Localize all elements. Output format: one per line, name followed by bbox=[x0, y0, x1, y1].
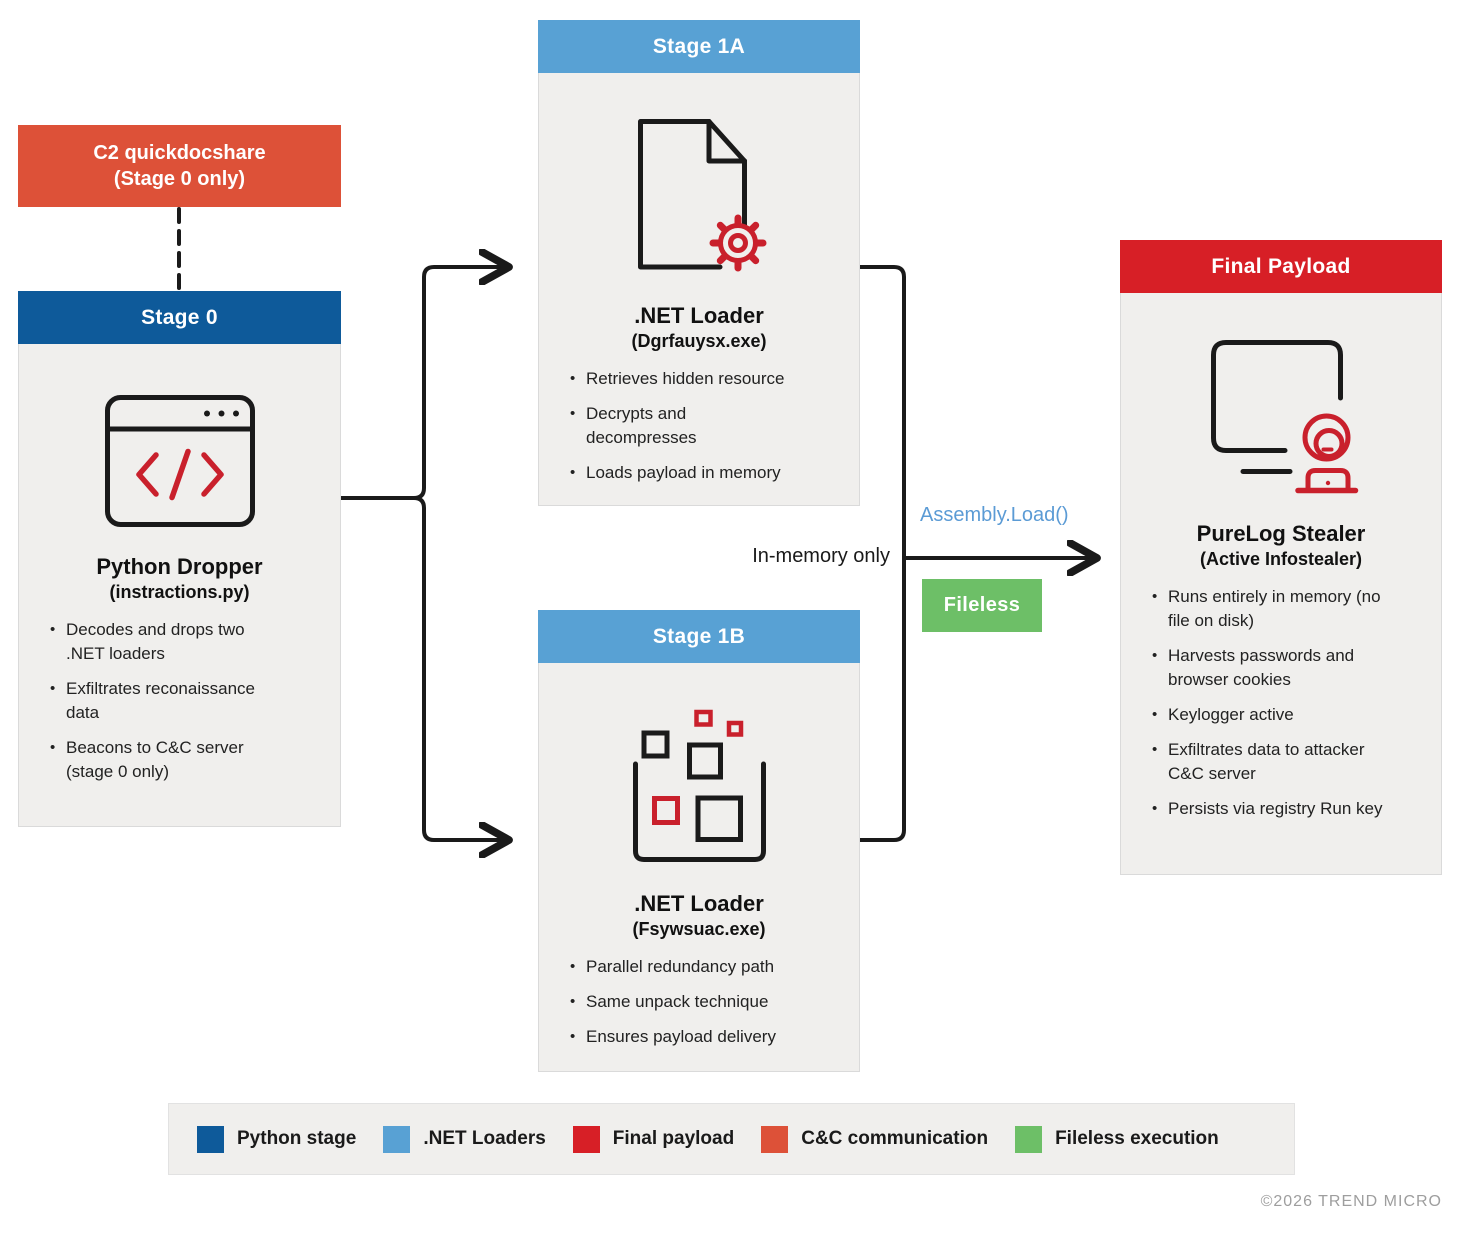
final-payload-card bbox=[1120, 240, 1442, 875]
stage0-card bbox=[18, 291, 341, 827]
bullet-item: • Same unpack technique bbox=[569, 990, 797, 1014]
final-payload-title: PureLog Stealer bbox=[1196, 521, 1366, 546]
stage1a-header: Stage 1A bbox=[538, 20, 860, 73]
legend-item-python-stage bbox=[197, 1126, 356, 1153]
stage1b-title: .NET Loader bbox=[634, 891, 764, 916]
bullet-item: • Loads payload in memory bbox=[569, 461, 797, 485]
python-stage-swatch bbox=[197, 1126, 224, 1153]
final-payload-subtitle: (Active Infostealer) bbox=[1199, 549, 1363, 569]
stage1b-header: Stage 1B bbox=[538, 610, 860, 663]
assembly-load-label: Assembly.Load() bbox=[920, 504, 1069, 526]
stage1a-title: .NET Loader bbox=[634, 303, 764, 328]
unpack-boxes-icon bbox=[539, 707, 859, 865]
bullet-item: • Retrieves hidden resource bbox=[569, 367, 797, 391]
bullet-item: • Parallel redundancy path bbox=[569, 955, 797, 979]
connector-stage0-to-1b bbox=[341, 498, 506, 840]
legend-item-fileless-execution bbox=[1015, 1126, 1219, 1153]
legend-item-net-loaders bbox=[383, 1126, 545, 1153]
legend-label: Final payload bbox=[612, 1128, 735, 1149]
net-loaders-swatch bbox=[383, 1126, 410, 1153]
connector-stage0-to-1a bbox=[341, 267, 506, 498]
stage0-bullets bbox=[19, 618, 340, 784]
legend-item-final-payload bbox=[573, 1126, 734, 1153]
bullet-item: • Harvests passwords and browser cookies bbox=[1151, 644, 1393, 692]
stage0-header: Stage 0 bbox=[18, 291, 341, 344]
monitor-attacker-icon bbox=[1121, 337, 1441, 495]
fileless-execution-swatch bbox=[1015, 1126, 1042, 1153]
connector-1a-to-merge bbox=[860, 267, 904, 558]
copyright-text: ©2026 TREND MICRO bbox=[1260, 1193, 1442, 1210]
bullet-item: • Keylogger active bbox=[1151, 703, 1393, 727]
legend-label: C&C communication bbox=[801, 1128, 989, 1149]
connector-1b-to-merge bbox=[860, 558, 904, 840]
stage1b-card bbox=[538, 610, 860, 1072]
bullet-item: • Persists via registry Run key bbox=[1151, 797, 1393, 821]
c2-server-label: C2 quickdocshare (Stage 0 only) bbox=[93, 142, 266, 190]
final-payload-swatch bbox=[573, 1126, 600, 1153]
legend bbox=[168, 1103, 1295, 1175]
stage1a-bullets bbox=[539, 367, 859, 485]
in-memory-only-label: In-memory only bbox=[752, 545, 890, 567]
cc-communication-swatch bbox=[761, 1126, 788, 1153]
document-gear-icon bbox=[539, 117, 859, 277]
stage1a-subtitle: (Dgrfauysx.exe) bbox=[631, 331, 767, 351]
legend-item-cc-communication bbox=[761, 1126, 988, 1153]
bullet-item: • Decodes and drops two .NET loaders bbox=[49, 618, 278, 666]
legend-label: .NET Loaders bbox=[423, 1128, 546, 1149]
bullet-item: • Exfiltrates data to attacker C&C server bbox=[1151, 738, 1393, 786]
stage0-title: Python Dropper bbox=[96, 554, 263, 579]
browser-code-icon bbox=[19, 394, 340, 528]
legend-label: Python stage bbox=[237, 1128, 357, 1149]
final-payload-header: Final Payload bbox=[1120, 240, 1442, 293]
stage1b-subtitle: (Fsywsuac.exe) bbox=[632, 919, 766, 939]
bullet-item: • Ensures payload delivery bbox=[569, 1025, 797, 1049]
bullet-item: • Beacons to C&C server (stage 0 only) bbox=[49, 736, 278, 784]
fileless-badge: Fileless bbox=[922, 579, 1042, 632]
stage0-subtitle: (instractions.py) bbox=[109, 582, 250, 602]
bullet-item: • Exfiltrates reconaissance data bbox=[49, 677, 278, 725]
bullet-item: • Decrypts and decompresses bbox=[569, 402, 797, 450]
stage1b-bullets bbox=[539, 955, 859, 1049]
final-payload-bullets bbox=[1121, 585, 1441, 821]
bullet-item: • Runs entirely in memory (no file on disk) bbox=[1151, 585, 1393, 633]
stage1a-card bbox=[538, 20, 860, 506]
c2-server-box bbox=[18, 125, 341, 207]
legend-label: Fileless execution bbox=[1055, 1128, 1219, 1149]
